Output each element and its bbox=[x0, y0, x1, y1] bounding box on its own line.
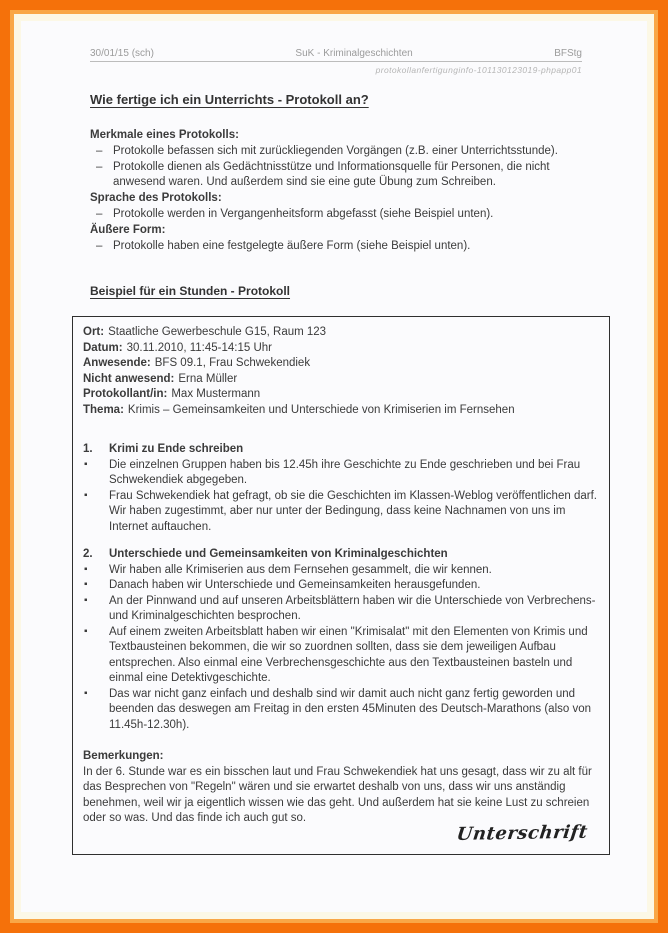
frame-mid-band bbox=[10, 10, 658, 923]
meta-value: Max Mustermann bbox=[171, 388, 261, 401]
list-item-text: Die einzelnen Gruppen haben bis 12.45h ihre Geschichte zu Ende geschrieben und bei Frau Schwekendiek abgegeben. bbox=[109, 458, 581, 487]
list-item bbox=[83, 625, 597, 687]
example-title: Beispiel für ein Stunden - Protokoll bbox=[90, 284, 291, 299]
list-item-text: Protokolle haben eine festgelegte äußere Form (siehe Beispiel unten). bbox=[113, 239, 471, 252]
list-item-text: Frau Schwekendiek hat gefragt, ob sie die Geschichten im Klassen-Weblog veröffentlichen darf. Wir haben zugestimmt, aber nur unter der Bedingung, dass keine Nachnamen von uns im Internet auftauchen. bbox=[109, 489, 597, 533]
form-list bbox=[90, 239, 582, 255]
meta-label: Ort: bbox=[83, 326, 105, 339]
document-page bbox=[21, 21, 647, 912]
dash-bullet-icon: – bbox=[96, 239, 103, 252]
square-bullet-icon: ▪ bbox=[84, 594, 88, 606]
list-item bbox=[83, 458, 597, 489]
square-bullet-icon: ▪ bbox=[84, 489, 88, 501]
dash-bullet-icon: – bbox=[96, 144, 103, 157]
meta-value: Staatliche Gewerbeschule G15, Raum 123 bbox=[108, 326, 327, 339]
list-item-text: Protokolle dienen als Gedächtnisstütze und Informationsquelle für Personen, die nicht anwesend waren. Und außerdem sind sie eine gute Übung zum Schreiben. bbox=[113, 160, 550, 189]
list-item bbox=[90, 144, 582, 160]
meta-thema bbox=[83, 403, 597, 419]
list-item bbox=[90, 160, 582, 192]
dash-bullet-icon: – bbox=[96, 160, 103, 173]
remarks-text: In der 6. Stunde war es ein bisschen laut und Frau Schwekendiek hat uns gesagt, dass wir zu alt für das Besprechen von "Regeln" wären und sie erwartet deshalb von uns, dass wir uns anständig benehmen, weil wir ja eigentlich wissen wie das geht. Und außerdem hat sie keine Lust zu schreien oder so was. Und das finde ich auch gut so. bbox=[83, 765, 592, 825]
meta-protokollant bbox=[83, 387, 597, 403]
meta-ort bbox=[83, 325, 597, 341]
meta-label: Datum: bbox=[83, 341, 123, 354]
list-item bbox=[83, 578, 597, 594]
list-item bbox=[83, 594, 597, 625]
meta-datum bbox=[83, 341, 597, 357]
list-item bbox=[90, 239, 582, 255]
list-item-text: Protokolle werden in Vergangenheitsform abgefasst (siehe Beispiel unten). bbox=[113, 207, 494, 220]
topic-title: Krimi zu Ende schreiben bbox=[109, 443, 244, 456]
meta-label: Protokollant/in: bbox=[83, 388, 168, 401]
frame-inner-band bbox=[14, 14, 654, 919]
topic-number: 1. bbox=[83, 443, 93, 456]
header-course: SuK - Kriminalgeschichten bbox=[295, 48, 413, 59]
page-title: Wie fertige ich ein Unterrichts - Protokoll an? bbox=[90, 92, 369, 107]
meta-nicht-anwesend bbox=[83, 372, 597, 388]
topic-title: Unterschiede und Gemeinsamkeiten von Kriminalgeschichten bbox=[109, 548, 448, 561]
meta-label: Nicht anwesend: bbox=[83, 372, 175, 385]
topic-2 bbox=[83, 547, 597, 733]
dash-bullet-icon: – bbox=[96, 207, 103, 220]
meta-label: Anwesende: bbox=[83, 357, 151, 370]
topic-heading bbox=[83, 547, 597, 563]
topic-2-list bbox=[83, 563, 597, 734]
list-item-text: Wir haben alle Krimiserien aus dem Fernsehen gesammelt, die wir kennen. bbox=[109, 563, 492, 576]
square-bullet-icon: ▪ bbox=[84, 625, 88, 637]
list-item-text: An der Pinnwand und auf unseren Arbeitsblättern haben wir die Unterschiede von Verbrechens- und Kriminalgeschichten besprochen. bbox=[109, 594, 596, 623]
list-item bbox=[83, 563, 597, 579]
topic-1 bbox=[83, 442, 597, 535]
section-heading-merkmale: Merkmale eines Protokolls: bbox=[90, 129, 239, 141]
example-protocol-box bbox=[72, 316, 610, 855]
meta-value: Krimis – Gemeinsamkeiten und Unterschiede von Krimiserien im Fernsehen bbox=[127, 403, 515, 416]
list-item bbox=[83, 687, 597, 734]
meta-value: 30.11.2010, 11:45-14:15 Uhr bbox=[126, 341, 272, 354]
list-item-text: Protokolle befassen sich mit zurückliegenden Vorgängen (z.B. einer Unterrichtsstunde). bbox=[113, 144, 558, 157]
square-bullet-icon: ▪ bbox=[84, 458, 88, 470]
list-item-text: Danach haben wir Unterschiede und Gemeinsamkeiten herausgefunden. bbox=[109, 579, 481, 592]
header-code: BFStg bbox=[554, 48, 582, 59]
section-heading-form: Äußere Form: bbox=[90, 223, 166, 236]
topic-1-list bbox=[83, 458, 597, 536]
meta-anwesende bbox=[83, 356, 597, 372]
square-bullet-icon: ▪ bbox=[84, 579, 88, 591]
document-header bbox=[90, 48, 582, 62]
list-item bbox=[90, 207, 582, 223]
list-item bbox=[83, 489, 597, 536]
list-item-text: Das war nicht ganz einfach und deshalb sind wir damit auch nicht ganz fertig geworden und beenden das deswegen am Freitag in den ersten 45Minuten des Deutsch-Marathons (also von 11.45h-12.30h). bbox=[109, 687, 592, 731]
meta-value: Erna Müller bbox=[178, 372, 238, 385]
meta-value: BFS 09.1, Frau Schwekendiek bbox=[154, 357, 311, 370]
meta-label: Thema: bbox=[83, 403, 124, 416]
sprache-list bbox=[90, 207, 582, 223]
topic-heading bbox=[83, 442, 597, 458]
header-date: 30/01/15 (sch) bbox=[90, 48, 154, 59]
remarks-heading: Bemerkungen: bbox=[83, 750, 164, 763]
list-item-text: Auf einem zweiten Arbeitsblatt haben wir einen "Krimisalat" mit den Elementen von Krimis und Textbausteinen bekommen, die wir so zuordnen sollten, dass sie dem jeweiligen Aufbau entsprechen. Also einmal eine Verbrechensgeschichte aus den Textbausteinen basteln und einmal eine Detektivgeschichte. bbox=[109, 625, 588, 685]
merkmale-list bbox=[90, 144, 582, 191]
remarks-section bbox=[83, 749, 597, 827]
signature: Unterschrift bbox=[455, 821, 589, 845]
topic-number: 2. bbox=[83, 548, 93, 561]
notes-section bbox=[90, 128, 582, 254]
section-heading-sprache: Sprache des Protokolls: bbox=[90, 192, 222, 205]
header-filename: protokollanfertigunginfo-101130123019-phpapp01 bbox=[375, 65, 582, 75]
protocol-meta bbox=[83, 325, 597, 418]
square-bullet-icon: ▪ bbox=[84, 563, 88, 575]
square-bullet-icon: ▪ bbox=[84, 687, 88, 699]
